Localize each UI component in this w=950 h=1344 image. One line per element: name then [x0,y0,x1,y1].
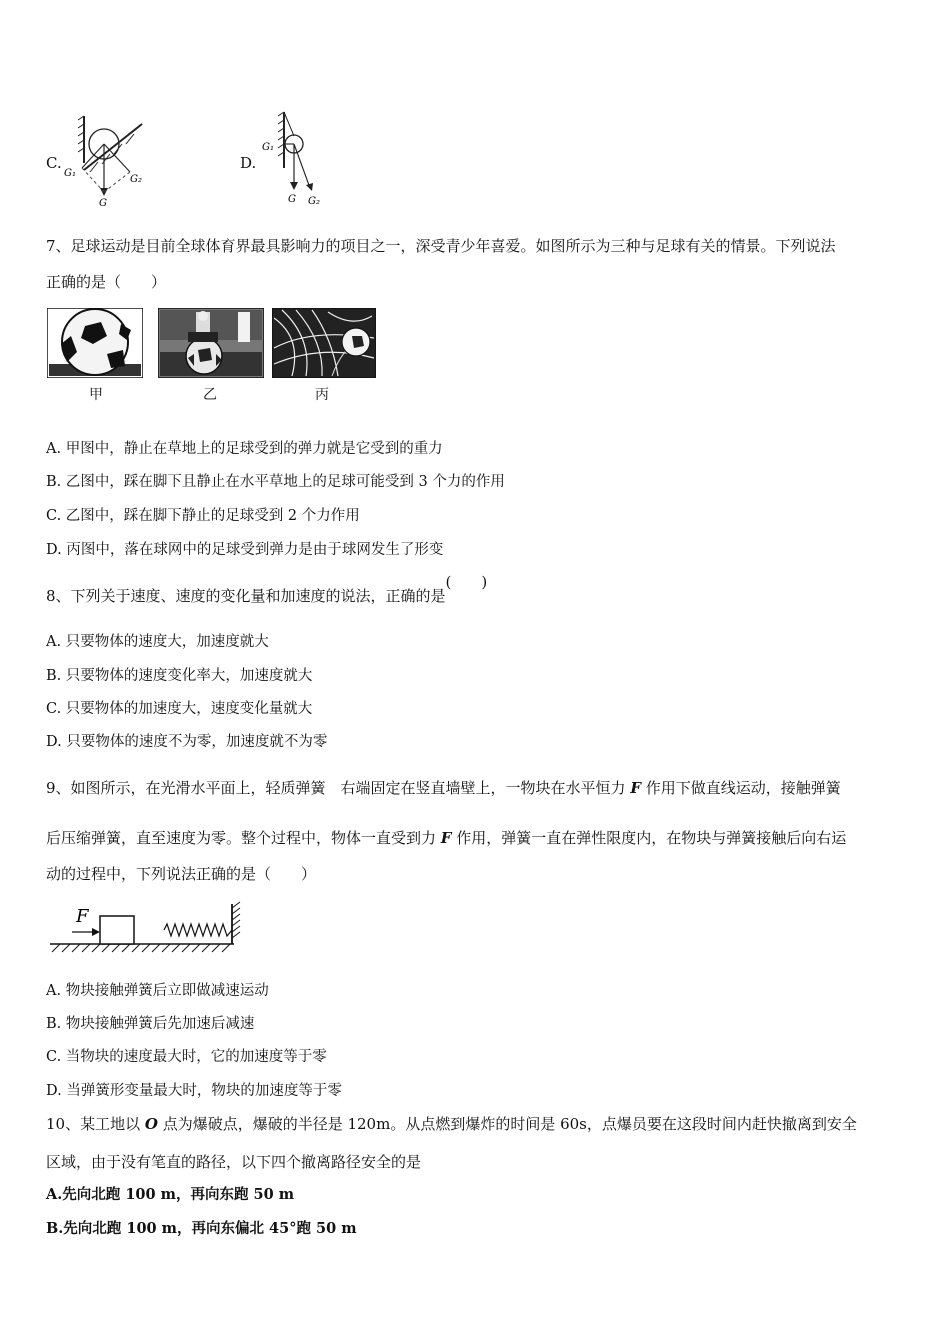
option-c-label: C. [46,154,62,172]
q8-option-c[interactable]: C. 只要物体的加速度大，速度变化量就大 [46,701,313,717]
q10-line1-text-b: 点为爆破点，爆破的半径是 120m。从点燃到爆炸的时间是 60s，点爆员要在这段时间内赶快撤离到安全 [157,1115,857,1133]
q7-option-a[interactable]: A. 甲图中，静止在草地上的足球受到的弹力就是它受到的重力 [46,441,443,457]
q8-option-d[interactable]: D. 只要物体的速度不为零，加速度就不为零 [46,734,328,750]
q7-photo-jia [47,308,143,378]
q10-stem-line1 [46,1114,857,1134]
q7-option-c[interactable]: C. 乙图中，踩在脚下静止的足球受到 2 个力作用 [46,508,360,524]
d-g2-label: G₂ [308,196,320,207]
q7-caption-bing: 丙 [315,387,329,403]
q7-stem-line1: 7、足球运动是目前全球体育界最具影响力的项目之一，深受青少年喜爱。如图所示为三种与足球有关的情景。下列说法 [46,237,836,255]
q9-option-c[interactable]: C. 当物块的速度最大时，它的加速度等于零 [46,1049,327,1065]
q7-caption-jia: 甲 [89,387,103,403]
q9-option-d[interactable]: D. 当弹簧形变量最大时，物块的加速度等于零 [46,1083,342,1099]
q9-fig-force-label: F [76,906,89,927]
q10-point-symbol: O [144,1115,158,1133]
q9-line2-force-symbol: F [440,829,452,847]
q8-option-a[interactable]: A. 只要物体的速度大，加速度就大 [46,634,269,650]
q9-line2-text-a: 后压缩弹簧，直至速度为零。整个过程中，物体一直受到力 [46,829,441,847]
q10-option-a[interactable]: A.先向北跑 100 m，再向东跑 50 m [46,1186,295,1203]
option-c-force-diagram [60,108,160,210]
c-g-label: G [99,198,107,209]
option-d-label: D. [240,154,257,172]
c-g1-label: G₁ [64,168,76,179]
q8-answer-paren: ( ) [445,573,488,591]
q9-stem-line3: 动的过程中，下列说法正确的是（ ） [46,865,317,883]
q8-stem [46,573,488,606]
q9-line1-force-symbol: F [630,779,641,797]
q9-stem-line1 [46,778,841,798]
q10-stem-line2: 区域，由于没有笔直的路径，以下四个撤离路径安全的是 [46,1153,422,1171]
q10-line1-text-a: 10、某工地以 [46,1115,145,1133]
c-g2-label: G₂ [130,174,142,185]
q9-spring-block-figure [46,900,246,960]
q7-option-d[interactable]: D. 丙图中，落在球网中的足球受到弹力是由于球网发生了形变 [46,542,444,558]
q9-line2-text-b: 作用，弹簧一直在弹性限度内，在物块与弹簧接触后向右运 [451,829,847,847]
q9-stem-line2 [46,828,846,848]
q9-line1-text-b: 作用下做直线运动，接触弹簧 [640,779,841,797]
option-d-force-diagram [258,108,338,208]
q9-option-b[interactable]: B. 物块接触弹簧后先加速后减速 [46,1016,255,1032]
d-g-label: G [288,194,296,205]
q7-photo-bing [272,308,376,378]
q9-line1-text-a: 9、如图所示，在光滑水平面上，轻质弹簧 右端固定在竖直墙壁上，一物块在水平恒力 [46,779,631,797]
q7-photo-yi [158,308,264,378]
q7-option-b[interactable]: B. 乙图中，踩在脚下且静止在水平草地上的足球可能受到 3 个力的作用 [46,474,505,490]
q8-stem-text: 8、下列关于速度、速度的变化量和加速度的说法，正确的是 [46,587,446,605]
q7-stem-line2: 正确的是（ ） [46,273,167,291]
q9-option-a[interactable]: A. 物块接触弹簧后立即做减速运动 [46,983,269,999]
q7-caption-yi: 乙 [203,387,217,403]
q10-option-b[interactable]: B.先向北跑 100 m，再向东偏北 45°跑 50 m [46,1220,357,1237]
q8-option-b[interactable]: B. 只要物体的速度变化率大，加速度就大 [46,668,313,684]
d-g1-label: G₁ [262,142,274,153]
